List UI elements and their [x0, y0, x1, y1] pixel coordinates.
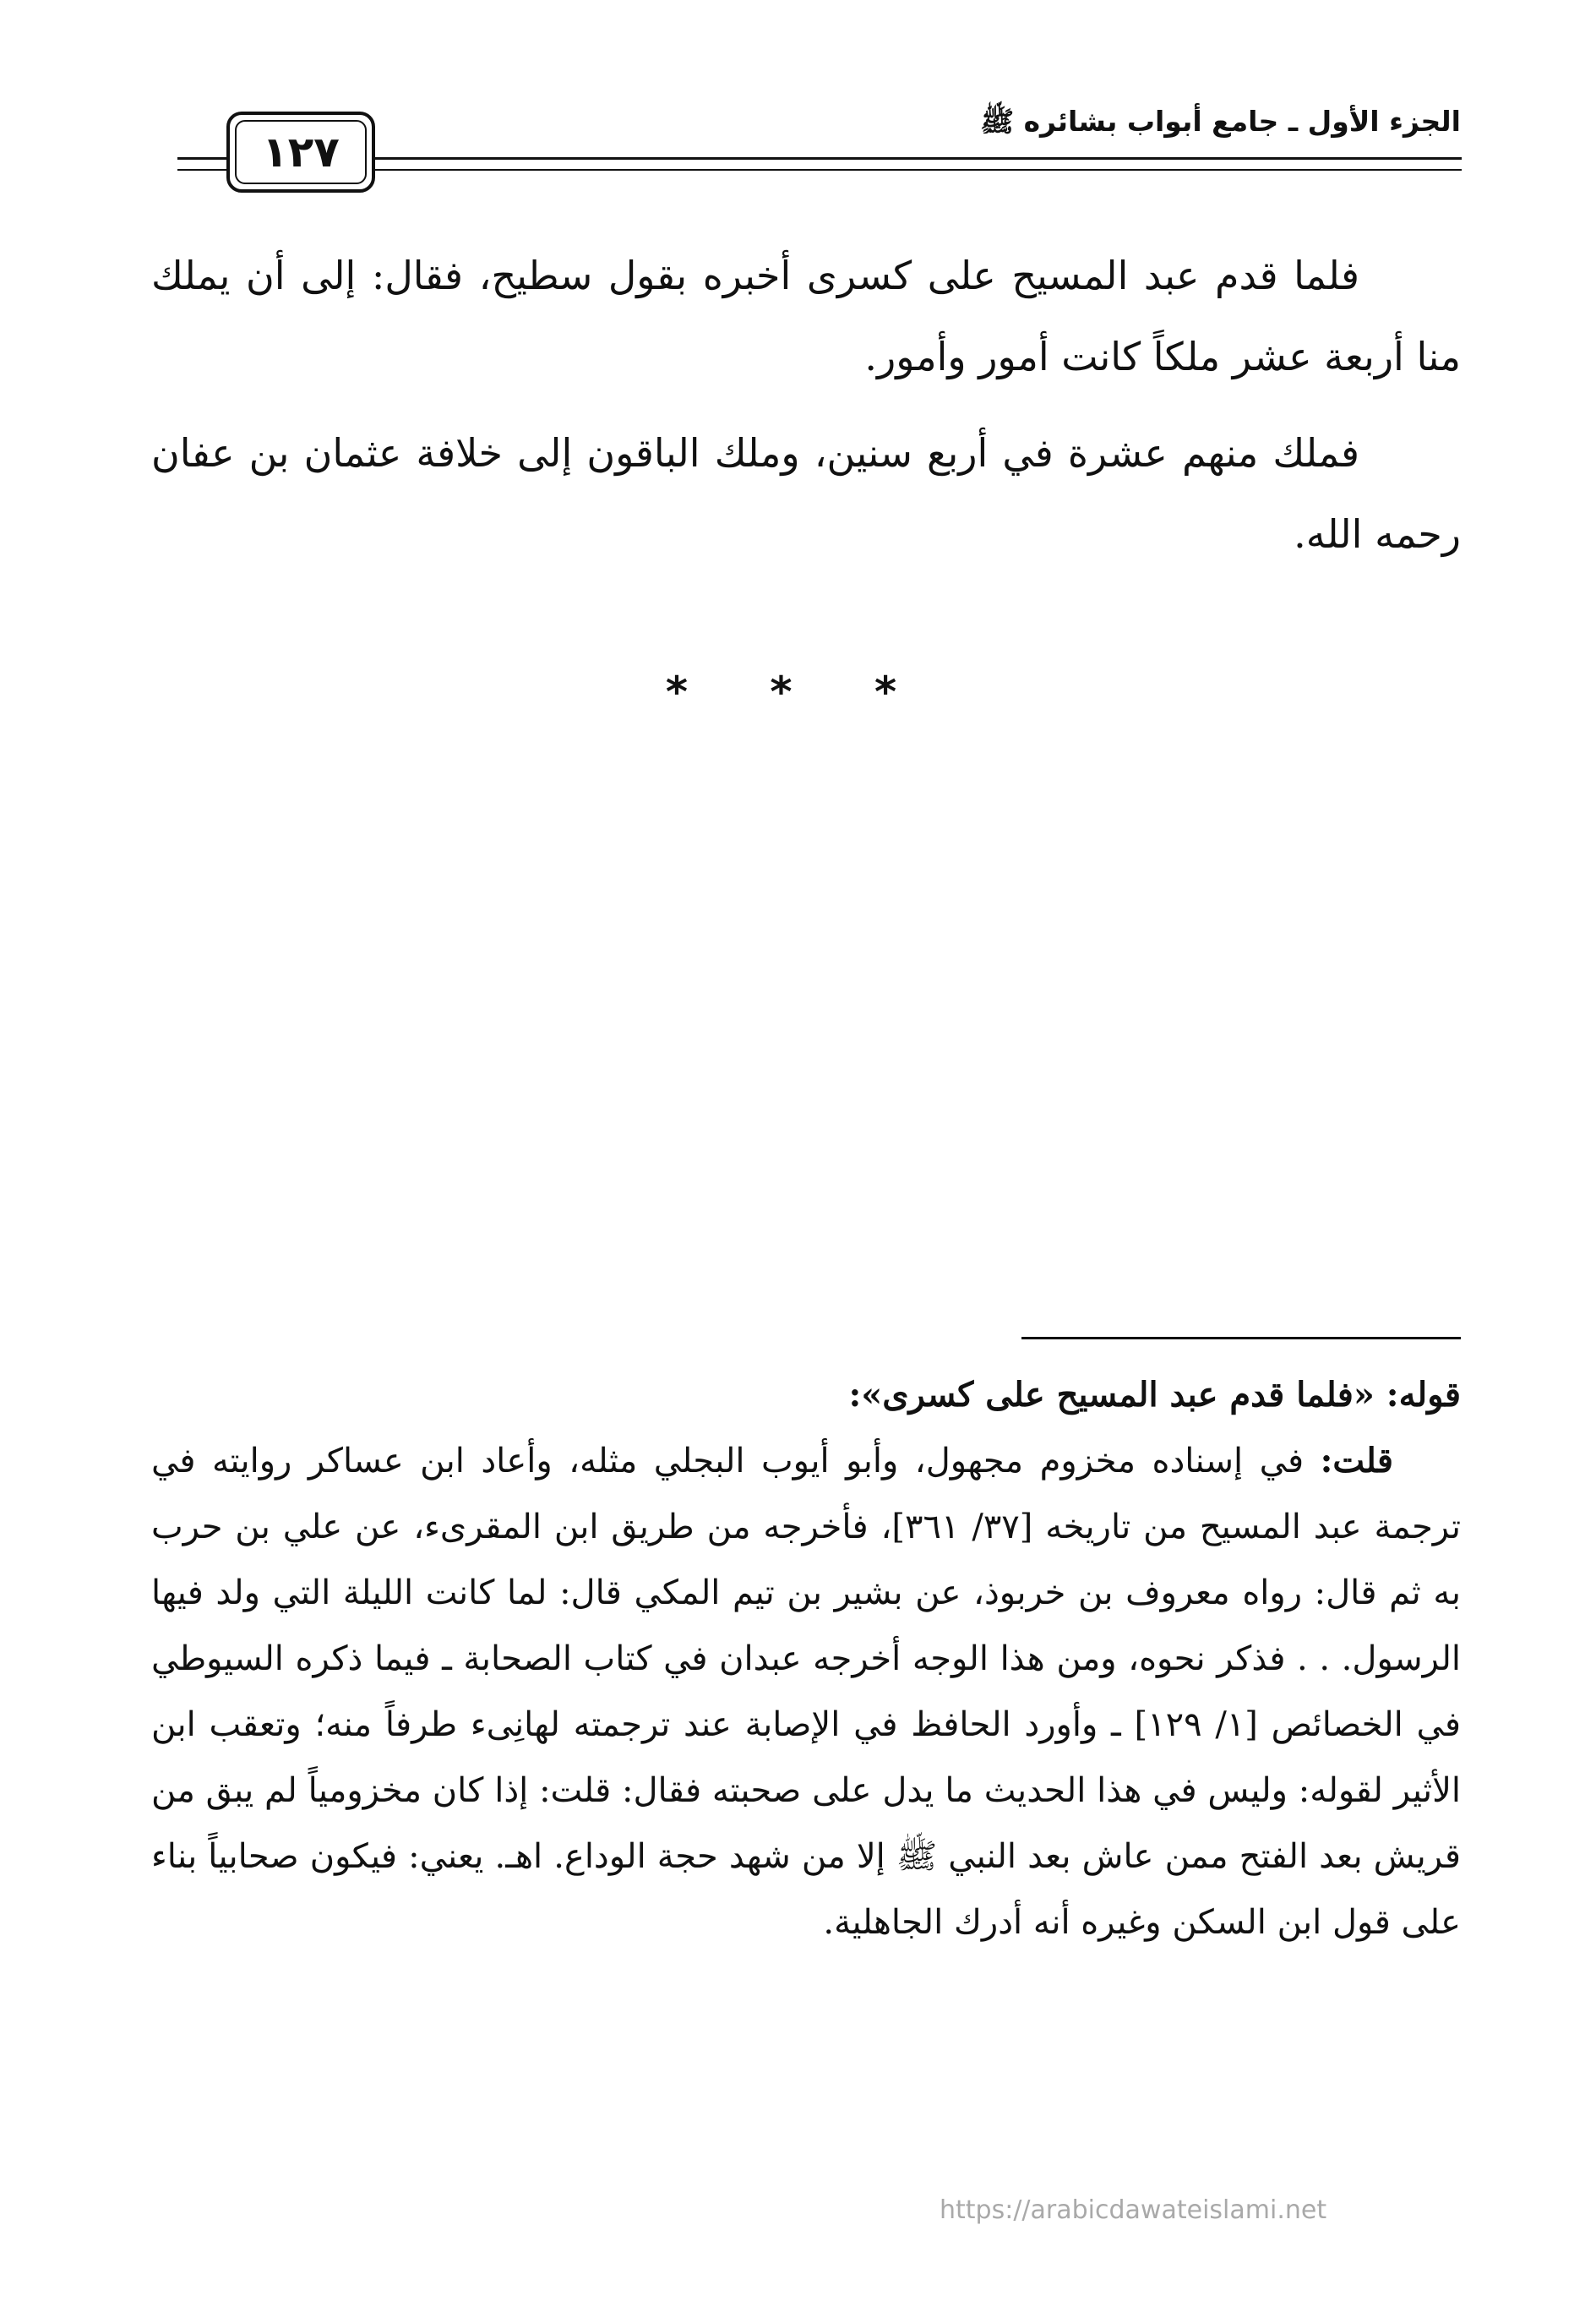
main-paragraph-1: فلما قدم عبد المسيح على كسرى أخبره بقول سطيح، فقال: إلى أن يملك منا أربعة عشر ملكاً كانت أمور وأمور.	[151, 253, 1461, 379]
header-rule-right-top	[373, 157, 1462, 160]
running-header-title: الجزء الأول ـ جامع أبواب بشائره ﷺ	[980, 105, 1461, 138]
footnote-divider	[1021, 1337, 1461, 1339]
header-rule-right-bottom	[373, 169, 1462, 171]
footnote-body	[151, 1428, 1461, 1955]
header-rule-left-bottom	[177, 169, 228, 171]
main-text	[151, 235, 1461, 575]
footnote	[151, 1362, 1461, 1955]
main-paragraph-2: فملك منهم عشرة في أربع سنين، وملك الباقون إلى خلافة عثمان بن عفان رحمه الله.	[151, 430, 1461, 557]
section-separator: * * *	[665, 668, 931, 717]
page-number-box	[226, 112, 375, 193]
page-number: ١٢٧	[235, 120, 367, 184]
watermark-url: https://arabicdawateislami.net	[940, 2195, 1327, 2225]
footnote-heading: قوله: «فلما قدم عبد المسيح على كسرى»:	[848, 1375, 1461, 1415]
footnote-lead: قلت:	[1320, 1441, 1393, 1481]
footnote-text: في إسناده مخزوم مجهول، وأبو أيوب البجلي مثله، وأعاد ابن عساكر روايته في ترجمة عبد المسيح من تاريخه [٣٧/ ٣٦١]، فأخرجه من طريق ابن المقرىء، عن علي بن حرب به ثم قال: رواه معروف بن خربوذ، عن بشير بن تيم المكي قال: لما كانت الليلة التي ولد فيها الرسول. . . فذكر نحوه، ومن هذا الوجه أخرجه عبدان في كتاب الصحابة ـ فيما ذكره السيوطي في الخصائص [١/ ١٢٩] ـ وأورد الحافظ في الإصابة عند ترجمته لهانِىء طرفاً منه؛ وتعقب ابن الأثير لقوله: وليس في هذا الحديث ما يدل على صحبته فقال: قلت: إذا كان مخزومياً لم يبق من قريش بعد الفتح ممن عاش بعد النبي ﷺ إلا من شهد حجة الوداع. اهـ. يعني: فيكون صحابياً بناء على قول ابن السكن وغيره أنه أدرك الجاهلية.	[151, 1442, 1461, 1942]
header-rule-left-top	[177, 157, 228, 160]
